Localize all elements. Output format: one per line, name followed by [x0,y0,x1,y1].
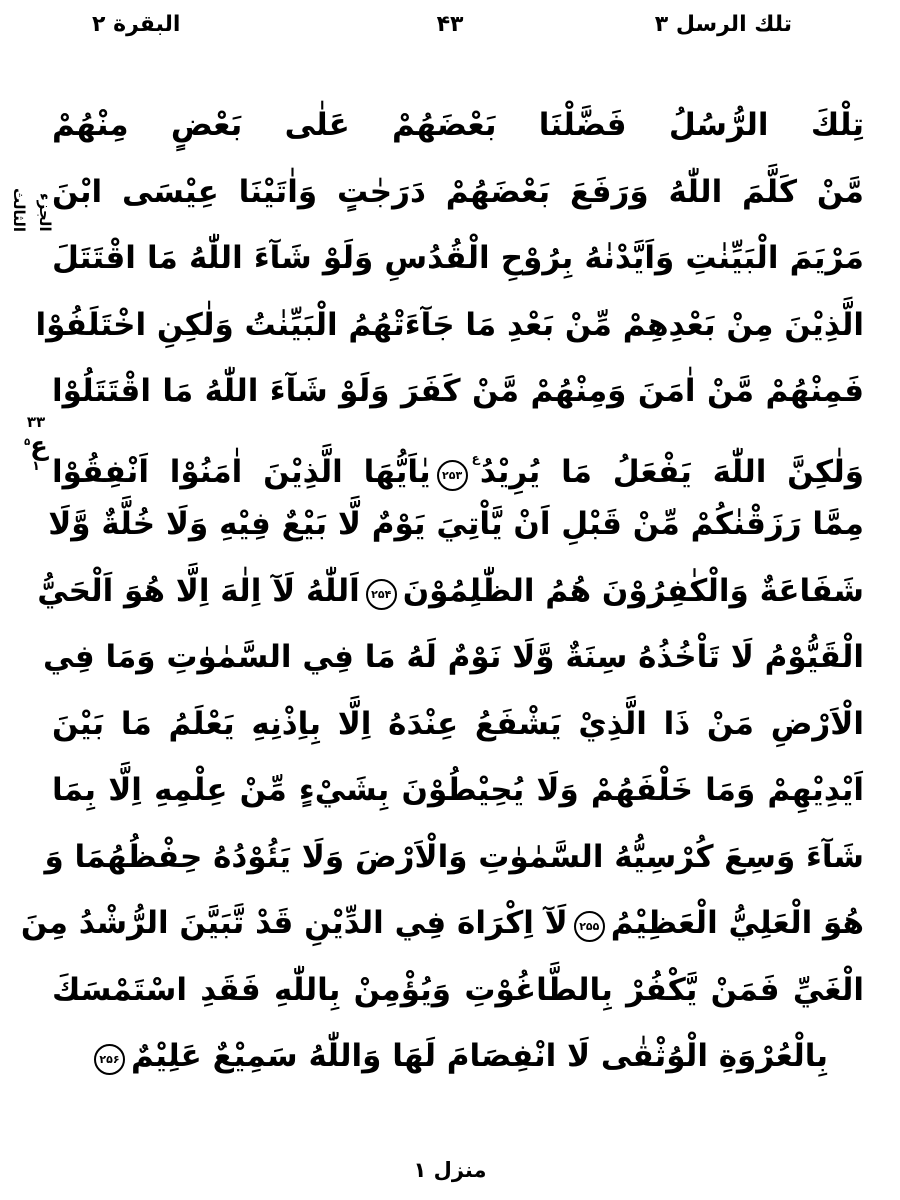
ruku-marker [16,414,56,474]
ayah-end-medallion: ۲۵۵ [574,911,605,942]
ruku-end-mark: ع [471,450,480,465]
quran-line: فَمِنْهُمْ مَّنْ اٰمَنَ وَمِنْهُمْ مَّنْ كَفَرَ وَلَوْ شَآءَ اللّٰهُ مَا اقْتَتَلُوْا [52,373,864,409]
juz-margin-note-word: الجزء [36,193,54,232]
ayah-end-medallion: ۲۵۶ [94,1044,125,1075]
header-page-number: ۴۳ [436,12,464,37]
quran-line: اَيْدِيْهِمْ وَمَا خَلْفَهُمْ وَلَا يُحِيْطُوْنَ بِشَيْءٍ مِّنْ عِلْمِهِ اِلَّا بِمَا [52,772,864,808]
ruku-number-in-juz: ۱ [32,458,40,474]
header-surah-title: البقرة ۲ [92,12,181,37]
quran-line: مَرْيَمَ الْبَيِّنٰتِ وَاَيَّدْنٰهُ بِرُوْحِ الْقُدُسِ وَلَوْ شَآءَ اللّٰهُ مَا اقْتَتَلَ [52,240,864,276]
quran-line: وَلٰكِنَّ اللّٰهَ يَفْعَلُ مَا يُرِيْدُ$^ع$۲۵۳يٰاَيُّهَا الَّذِيْنَ اٰمَنُوْا اَنْفِقُوْا [52,450,864,490]
quran-line: الَّذِيْنَ مِنْ بَعْدِهِمْ مِّنْ بَعْدِ مَا جَآءَتْهُمُ الْبَيِّنٰتُ وَلٰكِنِ اخْتَلَفُوْا [35,306,864,343]
quran-line: شَفَاعَةٌ وَالْكٰفِرُوْنَ هُمُ الظّٰلِمُوْنَ۲۵۴اَللّٰهُ لَآ اِلٰهَ اِلَّا هُوَ اَلْحَيُّ [37,572,864,609]
quran-line: شَآءَ وَسِعَ كُرْسِيُّهُ السَّمٰوٰتِ وَالْاَرْضَ وَلَا يَئُوْدُهُ حِفْظُهُمَا وَ [44,838,864,875]
ruku-ayat-count: ۵ [24,437,31,448]
manzil-footer-label: منزل ۱ [413,1158,487,1182]
quran-line: مِمَّا رَزَقْنٰكُمْ مِّنْ قَبْلِ اَنْ يَّاْتِيَ يَوْمٌ لَّا بَيْعٌ فِيْهِ وَلَا خُلَّةٌ وَّلَا [48,506,864,542]
ruku-ain-symbol: ع$^۵$ [24,431,48,462]
quran-line: تِلْكَ الرُّسُلُ فَضَّلْنَا بَعْضَهُمْ عَلٰى بَعْضٍ مِنْهُمْ [52,107,864,143]
quran-line: مَّنْ كَلَّمَ اللّٰهُ وَرَفَعَ بَعْضَهُمْ دَرَجٰتٍ وَاٰتَيْنَا عِيْسَى ابْنَ [52,173,864,210]
juz-margin-note [6,82,58,232]
quran-line: الْغَيِّ فَمَنْ يَّكْفُرْ بِالطَّاغُوْتِ وَيُؤْمِنْ بِاللّٰهِ فَقَدِ اسْتَمْسَكَ [52,971,864,1008]
header-juz-title: تلك الرسل ٣ [654,12,792,37]
ruku-number-in-surah: ۳۳ [26,413,46,431]
juz-margin-note-word: الثالث [10,187,28,232]
ayah-end-medallion: ۲۵۳ [437,460,468,491]
ayah-end-medallion: ۲۵۴ [366,579,397,610]
quran-line: الْاَرْضِ مَنْ ذَا الَّذِيْ يَشْفَعُ عِنْدَهُ اِلَّا بِاِذْنِهِ يَعْلَمُ مَا بَيْنَ [52,705,864,742]
quran-line: بِالْعُرْوَةِ الْوُثْقٰى لَا انْفِصَامَ لَهَا وَاللّٰهُ سَمِيْعٌ عَلِيْمٌ۲۵۶ [52,1023,864,1090]
quran-line: هُوَ الْعَلِيُّ الْعَظِيْمُ۲۵۵لَآ اِكْرَاهَ فِي الدِّيْنِ قَدْ تَّبَيَّنَ الرُّشْدُ مِنَ [20,905,864,941]
quran-line: الْقَيُّوْمُ لَا تَاْخُذُهُ سِنَةٌ وَّلَا نَوْمٌ لَهُ مَا فِي السَّمٰوٰتِ وَمَا فِي [43,639,864,675]
